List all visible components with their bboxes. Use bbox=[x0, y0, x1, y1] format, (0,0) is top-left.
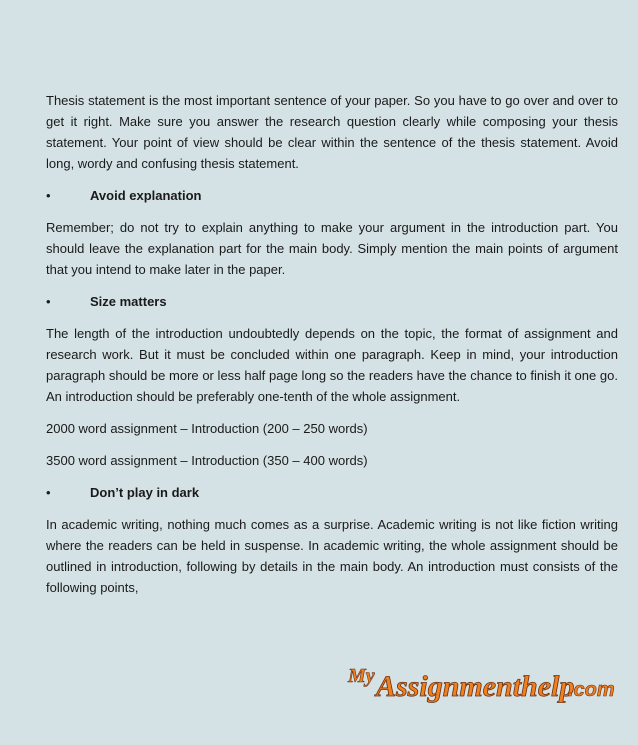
bullet-avoid-explanation bbox=[46, 185, 618, 206]
myassignmenthelp-logo bbox=[346, 660, 616, 706]
bullet-heading: Size matters bbox=[90, 294, 167, 309]
paragraph-thesis-statement: Thesis statement is the most important sentence of your paper. So you have to go over and over to get it right. Make sure you answer the research question clearly while composing your thesis statement. Your point of view should be clear within the sentence of the thesis statement. Avoid long, wordy and confusing thesis statement. bbox=[46, 93, 618, 171]
bullet-symbol: • bbox=[46, 188, 51, 203]
bullet-symbol: • bbox=[46, 294, 51, 309]
document-body bbox=[46, 90, 618, 609]
paragraph-explanation: Remember; do not try to explain anything to make your argument in the introduction part. You should leave the explanation part for the main body. Simply mention the main points of argument that you intend to make later in the paper. bbox=[46, 220, 618, 277]
bullet-size-matters bbox=[46, 291, 618, 312]
bullet-heading: Avoid explanation bbox=[90, 188, 202, 203]
paragraph-introduction-length: The length of the introduction undoubtedly depends on the topic, the format of assignment and research work. But it must be concluded within one paragraph. Keep in mind, your introduction paragraph should be more or less half page long so the readers have the chance to finish it one go. An introduction should be preferably one-tenth of the whole assignment. bbox=[46, 326, 618, 404]
bullet-dont-play-in-dark bbox=[46, 482, 618, 503]
logo-suffix: .com bbox=[568, 679, 615, 701]
word-count-line-3500: 3500 word assignment – Introduction (350 – 400 words) bbox=[46, 453, 368, 468]
paragraph-academic-writing: In academic writing, nothing much comes as a surprise. Academic writing is not like fiction writing where the readers can be held in suspense. In academic writing, the whole assignment should be outlined in introduction, following by details in the main body. An introduction must consists of the following points, bbox=[46, 517, 618, 595]
word-count-line-2000: 2000 word assignment – Introduction (200 – 250 words) bbox=[46, 421, 368, 436]
bullet-heading: Don’t play in dark bbox=[90, 485, 200, 500]
logo-prefix: My bbox=[348, 665, 375, 687]
bullet-symbol: • bbox=[46, 485, 51, 500]
logo-main: Assignmenthelp bbox=[376, 670, 575, 703]
